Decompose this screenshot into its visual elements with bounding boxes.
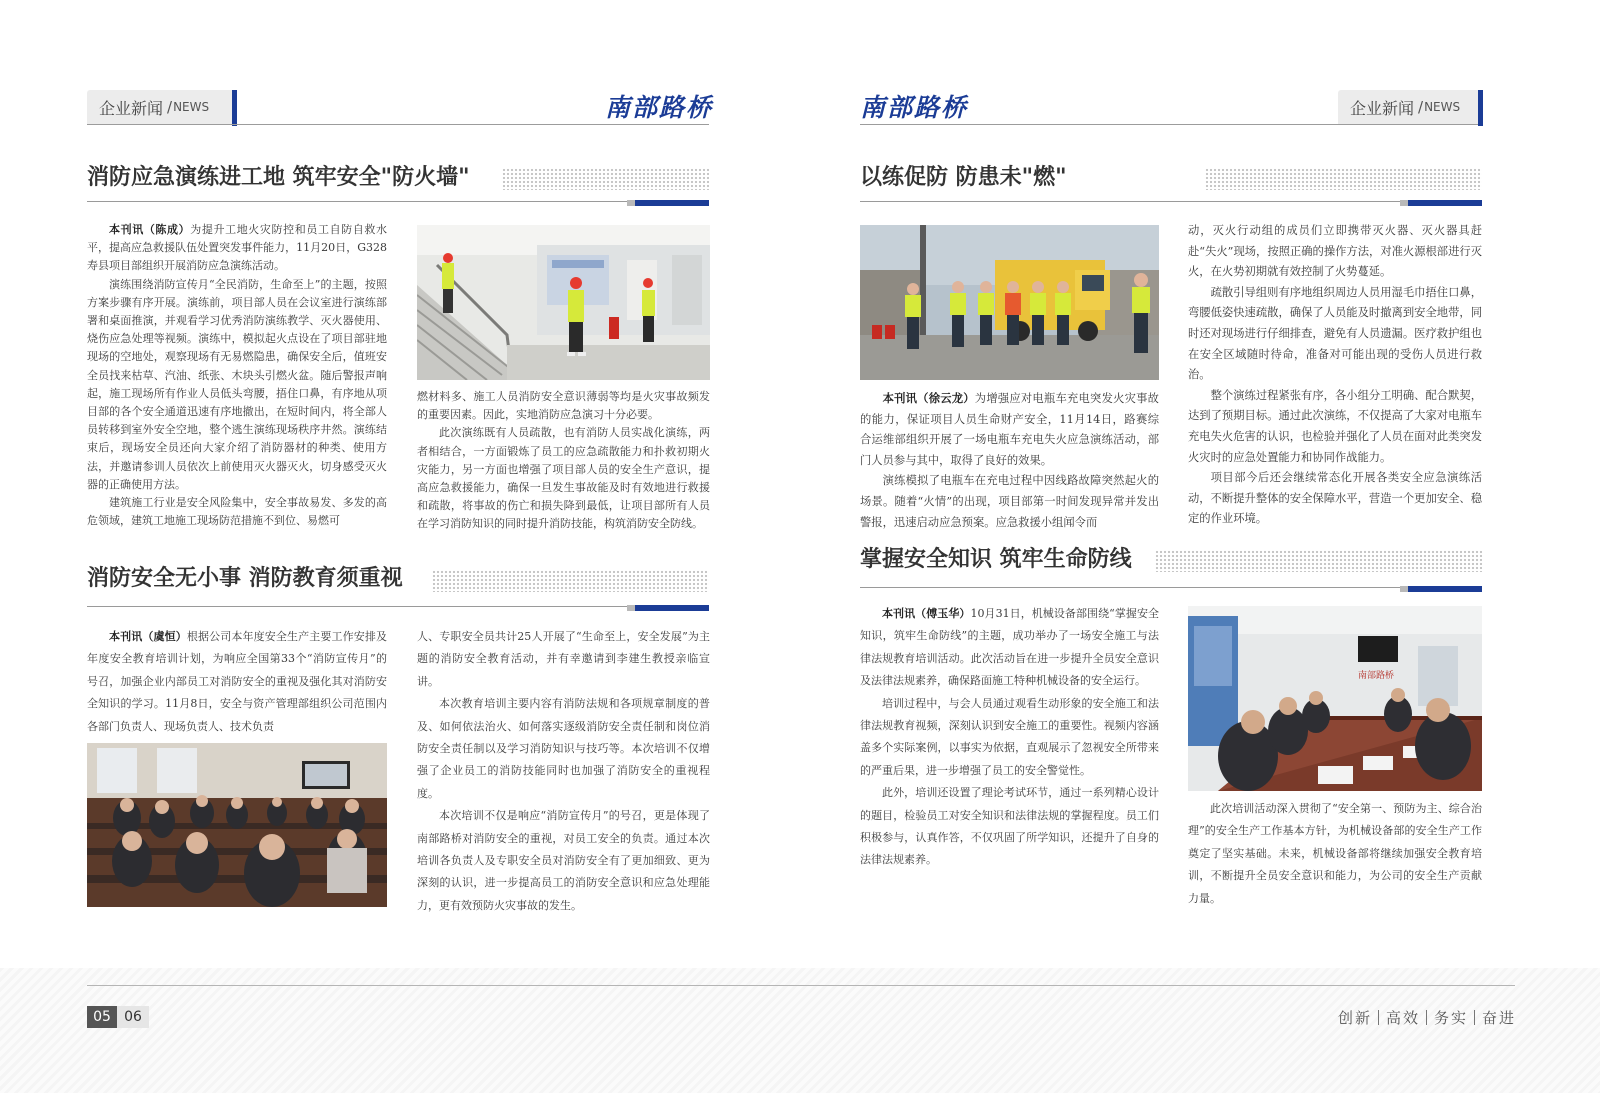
section-tab-right — [1338, 90, 1483, 124]
title-dot-pattern — [1205, 168, 1482, 190]
title-underline-accent — [1400, 586, 1482, 592]
article2-byline: 本刊讯（虞恒） — [109, 630, 187, 643]
paragraph: 根据公司本年度安全生产主要工作安排及年度安全教育培训计划，为响应全国第33个“消防宣传月”的号召，加强企业内部员工对消防安全的重视及强化其对消防安全知识的学习。11月8日，安全与资产管理部组织公司范围内各部门负责人、现场负责人、技术负责 — [87, 630, 387, 733]
paragraph: 此次培训活动深入贯彻了“安全第一、预防为主、综合治理”的安全生产工作基本方针，为机械设备部的安全生产工作奠定了坚实基础。未来，机械设备部将继续加强安全教育培训，不断提升全员安全意识和能力，为公司的安全生产贡献力量。 — [1188, 802, 1482, 905]
paragraph: 疏散引导组则有序地组织周边人员用湿毛巾捂住口鼻，弯腰低姿快速疏散，确保了人员能及时撤离到安全地带，同时还对现场进行仔细排查，避免有人员遗漏。医疗救护组也在安全区域随时待命，准备对可能出现的受伤人员进行救治。 — [1188, 285, 1482, 382]
paragraph: 整个演练过程紧张有序，各小组分工明确、配合默契，达到了预期目标。通过此次演练，不仅提高了大家对电瓶车充电失火危害的认识，也检验并强化了人员在面对此类突发火灾时的应急处置能力和协同作战能力。 — [1188, 388, 1482, 464]
section-tab-left — [87, 90, 237, 124]
ebike-fire-drill-team-photo — [860, 225, 1159, 380]
title-dot-pattern — [1155, 550, 1482, 572]
paragraph: 项目部今后还会继续常态化开展各类安全应急演练活动，不断提升整体的安全保障水平，营造一个更加安全、稳定的作业环境。 — [1188, 471, 1482, 526]
paragraph: 建筑施工行业是安全风险集中，安全事故易发、多发的高危领域，建筑工地施工现场防范措施不到位、易燃可 — [87, 496, 387, 528]
title-underline-accent — [627, 605, 709, 611]
article2-column-1 — [87, 626, 387, 738]
fire-drill-stairway-photo — [417, 225, 710, 380]
article1-byline: 本刊讯（陈成） — [109, 223, 191, 236]
title-underline — [860, 587, 1400, 588]
paragraph: 培训过程中，与会人员通过观看生动形象的安全施工和法律法规教育视频，深刻认识到安全施工的重要性。视频内容涵盖多个实际案例，以事实为依据，直观展示了忽视安全所带来的严重后果，进一步增强了员工的安全警觉性。 — [860, 696, 1159, 777]
title-underline-accent — [627, 200, 709, 206]
exit-sign-text: 南部路桥 — [1358, 671, 1395, 681]
equipment-dept-training-photo — [1188, 606, 1482, 791]
paragraph: 本次教育培训主要内容有消防法规和各项规章制度的普及、如何依法治火、如何落实逐级消防安全责任制和岗位消防安全责任制以及学习消防知识与技巧等。本次培训不仅增强了企业员工的消防技能同时也加强了消防安全的重视程度。 — [417, 697, 710, 800]
paragraph: 为增强应对电瓶车充电突发火灾事故的能力，保证项目人员生命财产安全，11月14日，路赛综合运维部组织开展了一场电瓶车充电失火应急演练活动，部门人员参与其中，取得了良好的效果。 — [860, 392, 1159, 467]
article2-title: 消防安全无小事 消防教育须重视 — [87, 566, 403, 591]
paragraph: 演练模拟了电瓶车在充电过程中因线路故障突然起火的场景。随着“火情”的出现，项目部第一时间发现异常并发出警报，迅速启动应急预案。应急救援小组闻令而 — [860, 474, 1159, 529]
paragraph: 人、专职安全员共计25人开展了“生命至上，安全发展”为主题的消防安全教育活动，并有幸邀请到李建生教授亲临宣讲。 — [417, 630, 710, 688]
header-rule-left — [87, 124, 709, 125]
title-underline — [860, 201, 1400, 202]
article1-title: 消防应急演练进工地 筑牢安全"防火墙" — [87, 165, 470, 190]
tab-accent-bar — [1478, 90, 1483, 126]
paragraph: 为提升工地火灾防控和员工自防自救水平，提高应急救援队伍处置突发事件能力，11月20日，G328寿县项目部组织开展消防应急演练活动。 — [87, 223, 388, 273]
title-dot-pattern — [502, 168, 709, 190]
article4-column-2 — [1188, 798, 1482, 910]
slogan-word: 奋进 — [1481, 1008, 1516, 1027]
header-rule-right — [860, 124, 1482, 125]
article3-column-2 — [1188, 221, 1482, 530]
slogan-separator — [1474, 1010, 1475, 1025]
title-underline — [87, 606, 627, 607]
article4-byline: 本刊讯（傅玉华） — [882, 607, 971, 620]
paragraph: 动，灭火行动组的成员们立即携带灭火器、灭火器具赶赴“失火”现场，按照正确的操作方法，对准火源根部进行灭火，在火势初期就有效控制了火势蔓延。 — [1188, 224, 1482, 279]
category-cn: 企业新闻 — [1350, 98, 1415, 118]
category-slash: / — [1418, 98, 1424, 116]
paragraph: 10月31日，机械设备部围绕“掌握安全知识，筑牢生命防线”的主题，成功举办了一场安全施工与法律法规教育培训活动。此次活动旨在进一步提升全员安全意识及法律法规素养，确保路面施工特种机械设备的安全运行。 — [860, 607, 1160, 688]
brand-logo-left: 南部路桥 — [605, 93, 714, 122]
paragraph: 本次培训不仅是响应“消防宣传月”的号召，更是体现了南部路桥对消防安全的重视，对员工安全的负责。通过本次培训各负责人及专职安全员对消防安全有了更加细致、更为深刻的认识，进一步提高员工的消防安全意识和应急处理能力，更有效预防火灾事故的发生。 — [417, 809, 710, 912]
article2-column-2 — [417, 626, 710, 917]
title-dot-pattern — [432, 570, 709, 592]
footer-slogan — [1330, 1006, 1516, 1028]
category-en: NEWS — [1424, 100, 1461, 114]
paragraph: 此次演练既有人员疏散，也有消防人员实战化演练，两者相结合，一方面锻炼了员工的应急疏散能力和扑救初期火灾能力，另一方面也增强了项目部人员的安全生产意识，提高应急救援能力，确保一旦发生事故能及时有效地进行救援和疏散，将事故的伤亡和损失降到最低，让项目部所有人员在学习消防知识的同时提升消防技能，构筑消防安全防线。 — [417, 426, 710, 531]
page-number-left: 05 — [87, 1006, 117, 1028]
article4-column-1 — [860, 603, 1159, 872]
page-number-right: 06 — [117, 1006, 149, 1028]
slogan-separator — [1378, 1010, 1379, 1025]
article3-column-1 — [860, 388, 1159, 533]
category-slash: / — [167, 98, 173, 116]
paragraph: 此外，培训还设置了理论考试环节，通过一系列精心设计的题目，检验员工对安全知识和法律法规的掌握程度。员工们积极参与，认真作答，不仅巩固了所学知识，还提升了自身的法律法规素养。 — [860, 786, 1159, 867]
title-underline — [87, 201, 627, 202]
article1-column-2 — [417, 388, 710, 534]
slogan-word: 务实 — [1433, 1008, 1468, 1027]
tab-accent-bar — [232, 90, 237, 126]
title-underline-accent — [1400, 200, 1482, 206]
slogan-word: 创新 — [1337, 1008, 1372, 1027]
slogan-word: 高效 — [1385, 1008, 1420, 1027]
article4-title: 掌握安全知识 筑牢生命防线 — [860, 547, 1132, 572]
article1-column-1 — [87, 221, 387, 530]
slogan-separator — [1426, 1010, 1427, 1025]
paragraph: 燃材料多、施工人员消防安全意识薄弱等均是火灾事故频发的重要因素。因此，实地消防应急演习十分必要。 — [417, 390, 710, 422]
footer-band — [0, 968, 1600, 1093]
safety-training-classroom-photo — [87, 743, 387, 907]
category-cn: 企业新闻 — [99, 98, 164, 118]
article3-byline: 本刊讯（徐云龙） — [882, 391, 975, 405]
brand-logo-right: 南部路桥 — [860, 93, 969, 122]
footer-rule — [87, 985, 1515, 986]
category-en: NEWS — [173, 100, 210, 114]
article3-title: 以练促防 防患未"燃" — [860, 165, 1067, 190]
paragraph: 演练围绕消防宣传月“全民消防，生命至上”的主题，按照方案步骤有序开展。演练前，项目部人员在会议室进行演练部署和桌面推演，并观看学习优秀消防演练教学、灭火器使用、烧伤应急处理等视频。演练中，模拟起火点设在了项目部驻地现场的空地处，观察现场有无易燃隐患，确保安全后，值班安全员找来枯草、汽油、纸张、木块头引燃火盆。随后警报声响起，施工现场所有作业人员低头弯腰，捂住口鼻，有序地从项目部的各个安全通道迅速有序地撤出，在短时间内，将全部人员转移到室外安全空地，整个逃生演练现场秩序井然。演练结束后，现场安全员还向大家介绍了消防器材的种类、使用方法，并邀请参训人员依次上前使用灭火器灭火，切身感受灭火器的正确使用方法。 — [87, 277, 387, 491]
